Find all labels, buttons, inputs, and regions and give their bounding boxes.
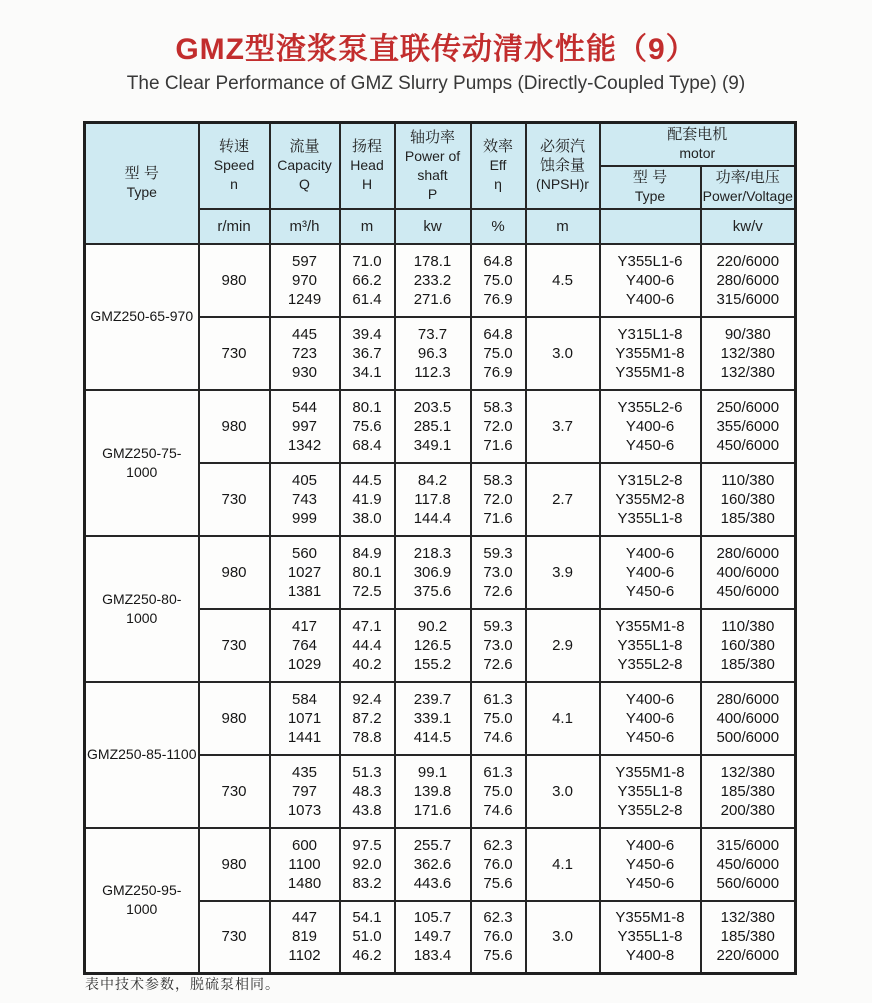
col-header-head: 扬程 Head H	[340, 123, 395, 209]
head-cell: 71.0 66.2 61.4	[340, 244, 395, 317]
motor-pv-cell: 250/6000 355/6000 450/6000	[701, 390, 796, 463]
head-cell: 44.5 41.9 38.0	[340, 463, 395, 536]
model-cell: GMZ250-95-1000	[85, 828, 199, 974]
head-cell: 51.3 48.3 43.8	[340, 755, 395, 828]
eff-cell: 62.3 76.0 75.6	[471, 901, 526, 974]
data-row	[85, 536, 796, 609]
speed-cell: 730	[199, 901, 270, 974]
head-cell: 80.1 75.6 68.4	[340, 390, 395, 463]
unit-npsh: m	[526, 209, 600, 244]
page-title: GMZ型渣浆泵直联传动清水性能（9）	[175, 33, 697, 66]
capacity-cell: 417 764 1029	[270, 609, 340, 682]
motor-pv-cell: 90/380 132/380 132/380	[701, 317, 796, 390]
capacity-cell: 584 1071 1441	[270, 682, 340, 755]
head-cell: 54.1 51.0 46.2	[340, 901, 395, 974]
unit-head: m	[340, 209, 395, 244]
power-cell: 218.3 306.9 375.6	[395, 536, 471, 609]
motor-type-cell: Y355L2-6 Y400-6 Y450-6	[600, 390, 701, 463]
footnote: 表中技术参数，脱硫泵相同。	[85, 976, 280, 992]
eff-cell: 64.8 75.0 76.9	[471, 244, 526, 317]
eff-cell: 61.3 75.0 74.6	[471, 682, 526, 755]
col-header-motor-type: 型 号 Type	[600, 166, 701, 209]
model-cell: GMZ250-80-1000	[85, 536, 199, 682]
head-cell: 47.1 44.4 40.2	[340, 609, 395, 682]
capacity-cell: 544 997 1342	[270, 390, 340, 463]
motor-pv-cell: 280/6000 400/6000 500/6000	[701, 682, 796, 755]
motor-type-cell: Y400-6 Y400-6 Y450-6	[600, 682, 701, 755]
head-cell: 92.4 87.2 78.8	[340, 682, 395, 755]
performance-table	[83, 121, 797, 975]
capacity-cell: 405 743 999	[270, 463, 340, 536]
data-row	[85, 682, 796, 755]
npsh-cell: 3.7	[526, 390, 600, 463]
power-cell: 255.7 362.6 443.6	[395, 828, 471, 901]
col-header-motor-power-voltage: 功率/电压 Power/Voltage	[701, 166, 796, 209]
eff-cell: 61.3 75.0 74.6	[471, 755, 526, 828]
npsh-cell: 3.9	[526, 536, 600, 609]
capacity-cell: 447 819 1102	[270, 901, 340, 974]
model-cell: GMZ250-85-1100	[85, 682, 199, 828]
data-row	[85, 390, 796, 463]
motor-type-cell: Y315L2-8 Y355M2-8 Y355L1-8	[600, 463, 701, 536]
unit-motor-type	[600, 209, 701, 244]
motor-type-cell: Y315L1-8 Y355M1-8 Y355M1-8	[600, 317, 701, 390]
col-header-shaft-power: 轴功率 Power of shaft P	[395, 123, 471, 209]
eff-cell: 59.3 73.0 72.6	[471, 609, 526, 682]
data-row	[85, 244, 796, 317]
power-cell: 178.1 233.2 271.6	[395, 244, 471, 317]
motor-pv-cell: 110/380 160/380 185/380	[701, 609, 796, 682]
col-header-speed: 转速 Speed n	[199, 123, 270, 209]
motor-pv-cell: 280/6000 400/6000 450/6000	[701, 536, 796, 609]
eff-cell: 64.8 75.0 76.9	[471, 317, 526, 390]
power-cell: 105.7 149.7 183.4	[395, 901, 471, 974]
motor-type-cell: Y400-6 Y450-6 Y450-6	[600, 828, 701, 901]
page-subtitle: The Clear Performance of GMZ Slurry Pumps (Directly-Coupled Type) (9)	[126, 73, 746, 94]
eff-cell: 58.3 72.0 71.6	[471, 463, 526, 536]
motor-type-cell: Y355L1-6 Y400-6 Y400-6	[600, 244, 701, 317]
capacity-cell: 560 1027 1381	[270, 536, 340, 609]
npsh-cell: 2.7	[526, 463, 600, 536]
col-header-npsh: 必须汽 蚀余量 (NPSH)r	[526, 123, 600, 209]
unit-motor-power-voltage: kw/v	[701, 209, 796, 244]
speed-cell: 730	[199, 755, 270, 828]
capacity-cell: 597 970 1249	[270, 244, 340, 317]
eff-cell: 62.3 76.0 75.6	[471, 828, 526, 901]
col-header-type: 型 号 Type	[85, 123, 199, 244]
speed-cell: 980	[199, 828, 270, 901]
model-cell: GMZ250-65-970	[85, 244, 199, 390]
power-cell: 239.7 339.1 414.5	[395, 682, 471, 755]
eff-cell: 59.3 73.0 72.6	[471, 536, 526, 609]
speed-cell: 730	[199, 609, 270, 682]
speed-cell: 980	[199, 682, 270, 755]
npsh-cell: 4.1	[526, 828, 600, 901]
col-header-capacity: 流量 Capacity Q	[270, 123, 340, 209]
power-cell: 203.5 285.1 349.1	[395, 390, 471, 463]
col-header-efficiency: 效率 Eff η	[471, 123, 526, 209]
npsh-cell: 3.0	[526, 317, 600, 390]
unit-efficiency: %	[471, 209, 526, 244]
data-row	[85, 828, 796, 901]
unit-speed: r/min	[199, 209, 270, 244]
speed-cell: 730	[199, 463, 270, 536]
speed-cell: 730	[199, 317, 270, 390]
motor-pv-cell: 315/6000 450/6000 560/6000	[701, 828, 796, 901]
motor-type-cell: Y400-6 Y400-6 Y450-6	[600, 536, 701, 609]
speed-cell: 980	[199, 244, 270, 317]
motor-type-cell: Y355M1-8 Y355L1-8 Y355L2-8	[600, 609, 701, 682]
speed-cell: 980	[199, 390, 270, 463]
motor-type-cell: Y355M1-8 Y355L1-8 Y355L2-8	[600, 755, 701, 828]
model-cell: GMZ250-75-1000	[85, 390, 199, 536]
npsh-cell: 3.0	[526, 755, 600, 828]
motor-type-cell: Y355M1-8 Y355L1-8 Y400-8	[600, 901, 701, 974]
npsh-cell: 2.9	[526, 609, 600, 682]
motor-pv-cell: 132/380 185/380 220/6000	[701, 901, 796, 974]
motor-pv-cell: 220/6000 280/6000 315/6000	[701, 244, 796, 317]
npsh-cell: 4.1	[526, 682, 600, 755]
power-cell: 73.7 96.3 112.3	[395, 317, 471, 390]
power-cell: 99.1 139.8 171.6	[395, 755, 471, 828]
unit-shaft-power: kw	[395, 209, 471, 244]
motor-pv-cell: 132/380 185/380 200/380	[701, 755, 796, 828]
npsh-cell: 3.0	[526, 901, 600, 974]
capacity-cell: 445 723 930	[270, 317, 340, 390]
unit-capacity: m³/h	[270, 209, 340, 244]
power-cell: 84.2 117.8 144.4	[395, 463, 471, 536]
eff-cell: 58.3 72.0 71.6	[471, 390, 526, 463]
col-header-motor-group: 配套电机 motor	[600, 123, 796, 166]
table-body	[85, 244, 796, 974]
head-cell: 84.9 80.1 72.5	[340, 536, 395, 609]
power-cell: 90.2 126.5 155.2	[395, 609, 471, 682]
head-cell: 97.5 92.0 83.2	[340, 828, 395, 901]
speed-cell: 980	[199, 536, 270, 609]
capacity-cell: 600 1100 1480	[270, 828, 340, 901]
motor-pv-cell: 110/380 160/380 185/380	[701, 463, 796, 536]
head-cell: 39.4 36.7 34.1	[340, 317, 395, 390]
npsh-cell: 4.5	[526, 244, 600, 317]
capacity-cell: 435 797 1073	[270, 755, 340, 828]
